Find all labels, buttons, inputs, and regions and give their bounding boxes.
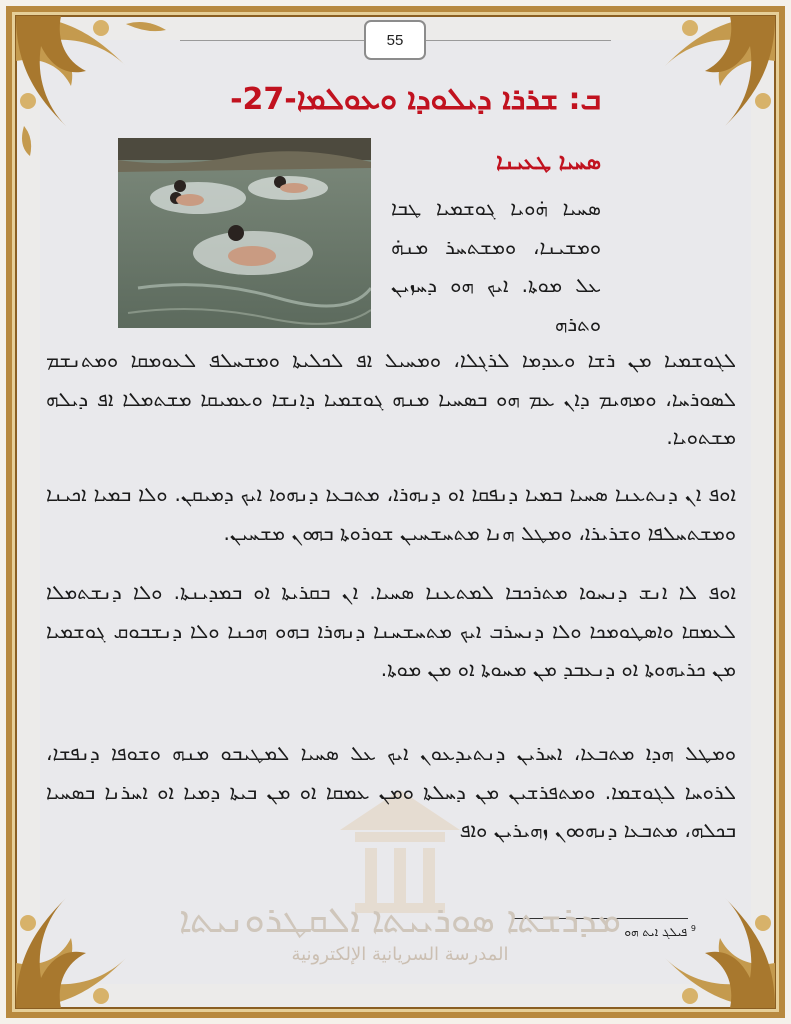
page-number: 55 (364, 20, 426, 60)
swimmers-photo (118, 138, 371, 328)
page-title: ܒ: ܫܪܪܐ ܕܝܠܘܕܐ ܘܥܘܠܡܐ-27- (230, 82, 601, 117)
body-paragraph: ܘܡܛܠ ܗܕܐ ܡܬܒܥܐ، ܐܚܪܝܢ ܕܢܬܝܕܥܘܢ ܐܝܟ ܥܠ ܣܚܝܐ ܠܡܛܝܒܘ ܡܢܗ ܘܫܘܦܐ ܕܢܦܫܐ، ܠܪܘܚܐ ܠܓܘܫܡܐ. ܘܡܬܦܪܫܝܢ ܡܢ ܕܚܠܬܐ ܘܡܢ ܥܡܩܐ ܐܘ ܡܢ ܒܝܬܐ ܕܡܝܐ ܐܘ ܐܚܪܢܐ ܒܣܚܝܐ ܒܟܠܗ، ܡܬܒܥܐ ܕܢܗܘܘܢ ܙܗܝܪܝܢ ܘܐܦ (46, 741, 736, 842)
watermark (179, 900, 621, 980)
intro-paragraph: ܣܚܝܐ ܗ̇ܘܝܐ ܓܘܫܡܝܐ ܛܒܐ ܘܡܫܝܢܐ، ܘܡܫܬܚܪ ܡܢܗ̇ ܥܠ ܡܘܬܐ. ܐܝܟ ܗܘ ܕܚܙܝܢ ܘܬܪܗ (391, 196, 601, 336)
body-paragraph: ܠܓܘܫܡܝܐ ܡܢ ܪܫܐ ܘܥܕܡܐ ܠܪܓܠܐ، ܘܡܚܝܠ ܐܦ ܠܟܠܝܬܐ ܘܡܫܚܠܦ ܠܥܘܡܩܐ ܘܡܬܢܫܡ ܠܣܘܪܚܐ، ܘܡܗܝܡ ܕܐܢ ܥܡ ܗܘ ܒܣܚܝܐ ܡܢܗ ܓܘܫܡܝܐ ܕܐܢܫܐ ܘܥܡܝܩܐ ܡܫܬܡܠܐ ܐܦ ܕܝܠܗ ܡܫܬܘܝܐ. (46, 348, 736, 449)
ornament-icon (6, 868, 176, 1018)
ornament-icon (615, 868, 785, 1018)
body-paragraph: ܐܘܦ ܐܢ ܕܢܬܥܢܐ ܣܚܝܐ ܒܡܝܐ ܕܢܦܩܐ ܐܘ ܕܢܗܪܐ، ܡܬܒܥܐ ܕܢܗܘܐ ܐܝܟ ܕܡܝܩܢ. ܘܠܐ ܒܡܝܐ ܐܟܝܢܐ ܘܡܫܬܚܠܦܐ ܘܫܪܝܪܐ، ܘܡܛܠ ܗܢܐ ܡܬܚܫܚܝܢ ܫܘܪܘܬܐ ܒܗܘܢ ܡܫܚܝܢ. (46, 482, 736, 545)
watermark-syriac: ܡܕܪܫܬܐ ܣܘܪܝܝܬܐ ܐܠܩܛܪܘܢܝܬܐ (179, 900, 621, 941)
section-subtitle: ܣܚܝܐ ܛܥܝܢܐ (496, 150, 601, 175)
body-paragraph: ܐܘܦ ܠܐ ܐܢܫ ܕܢܚܘܐ ܡܬܪܟܒܐ ܠܡܬܥܢܐ ܣܚܝܐ. ܐܢ ܒܩܪܝܬܐ ܐܘ ܒܡܕܝܢܬܐ. ܘܠܐ ܕܢܫܬܡܠܐ ܠܥܡܩܐ ܘܐܣܛܘܡܟܐ ܘܠܐ ܕܢܚܪܒ ܐܝܟ ܡܬܚܫܚܢܐ ܕܢܗܪܐ ܒܗܘ ܗܟܢܐ ܘܠܐ ܕܢܫܒܘܩ ܓܘܫܡܝܐ ܡܢ ܟܪܝܗܘܬܐ ܐܘ ܕܢܥܒܕ ܡܢ ܡܚܘܬܐ ܐܘ ܡܢ ܡܘܬܐ. (46, 580, 736, 681)
watermark-arabic: المدرسة السريانية الإلكترونية (291, 944, 509, 965)
footnote-mark: 9 (690, 924, 696, 933)
ornament-icon (6, 6, 176, 156)
footnote-text: ܦܝܠܓ ܐܝܬ ܗܘ (624, 925, 688, 939)
ornament-icon (615, 6, 785, 156)
